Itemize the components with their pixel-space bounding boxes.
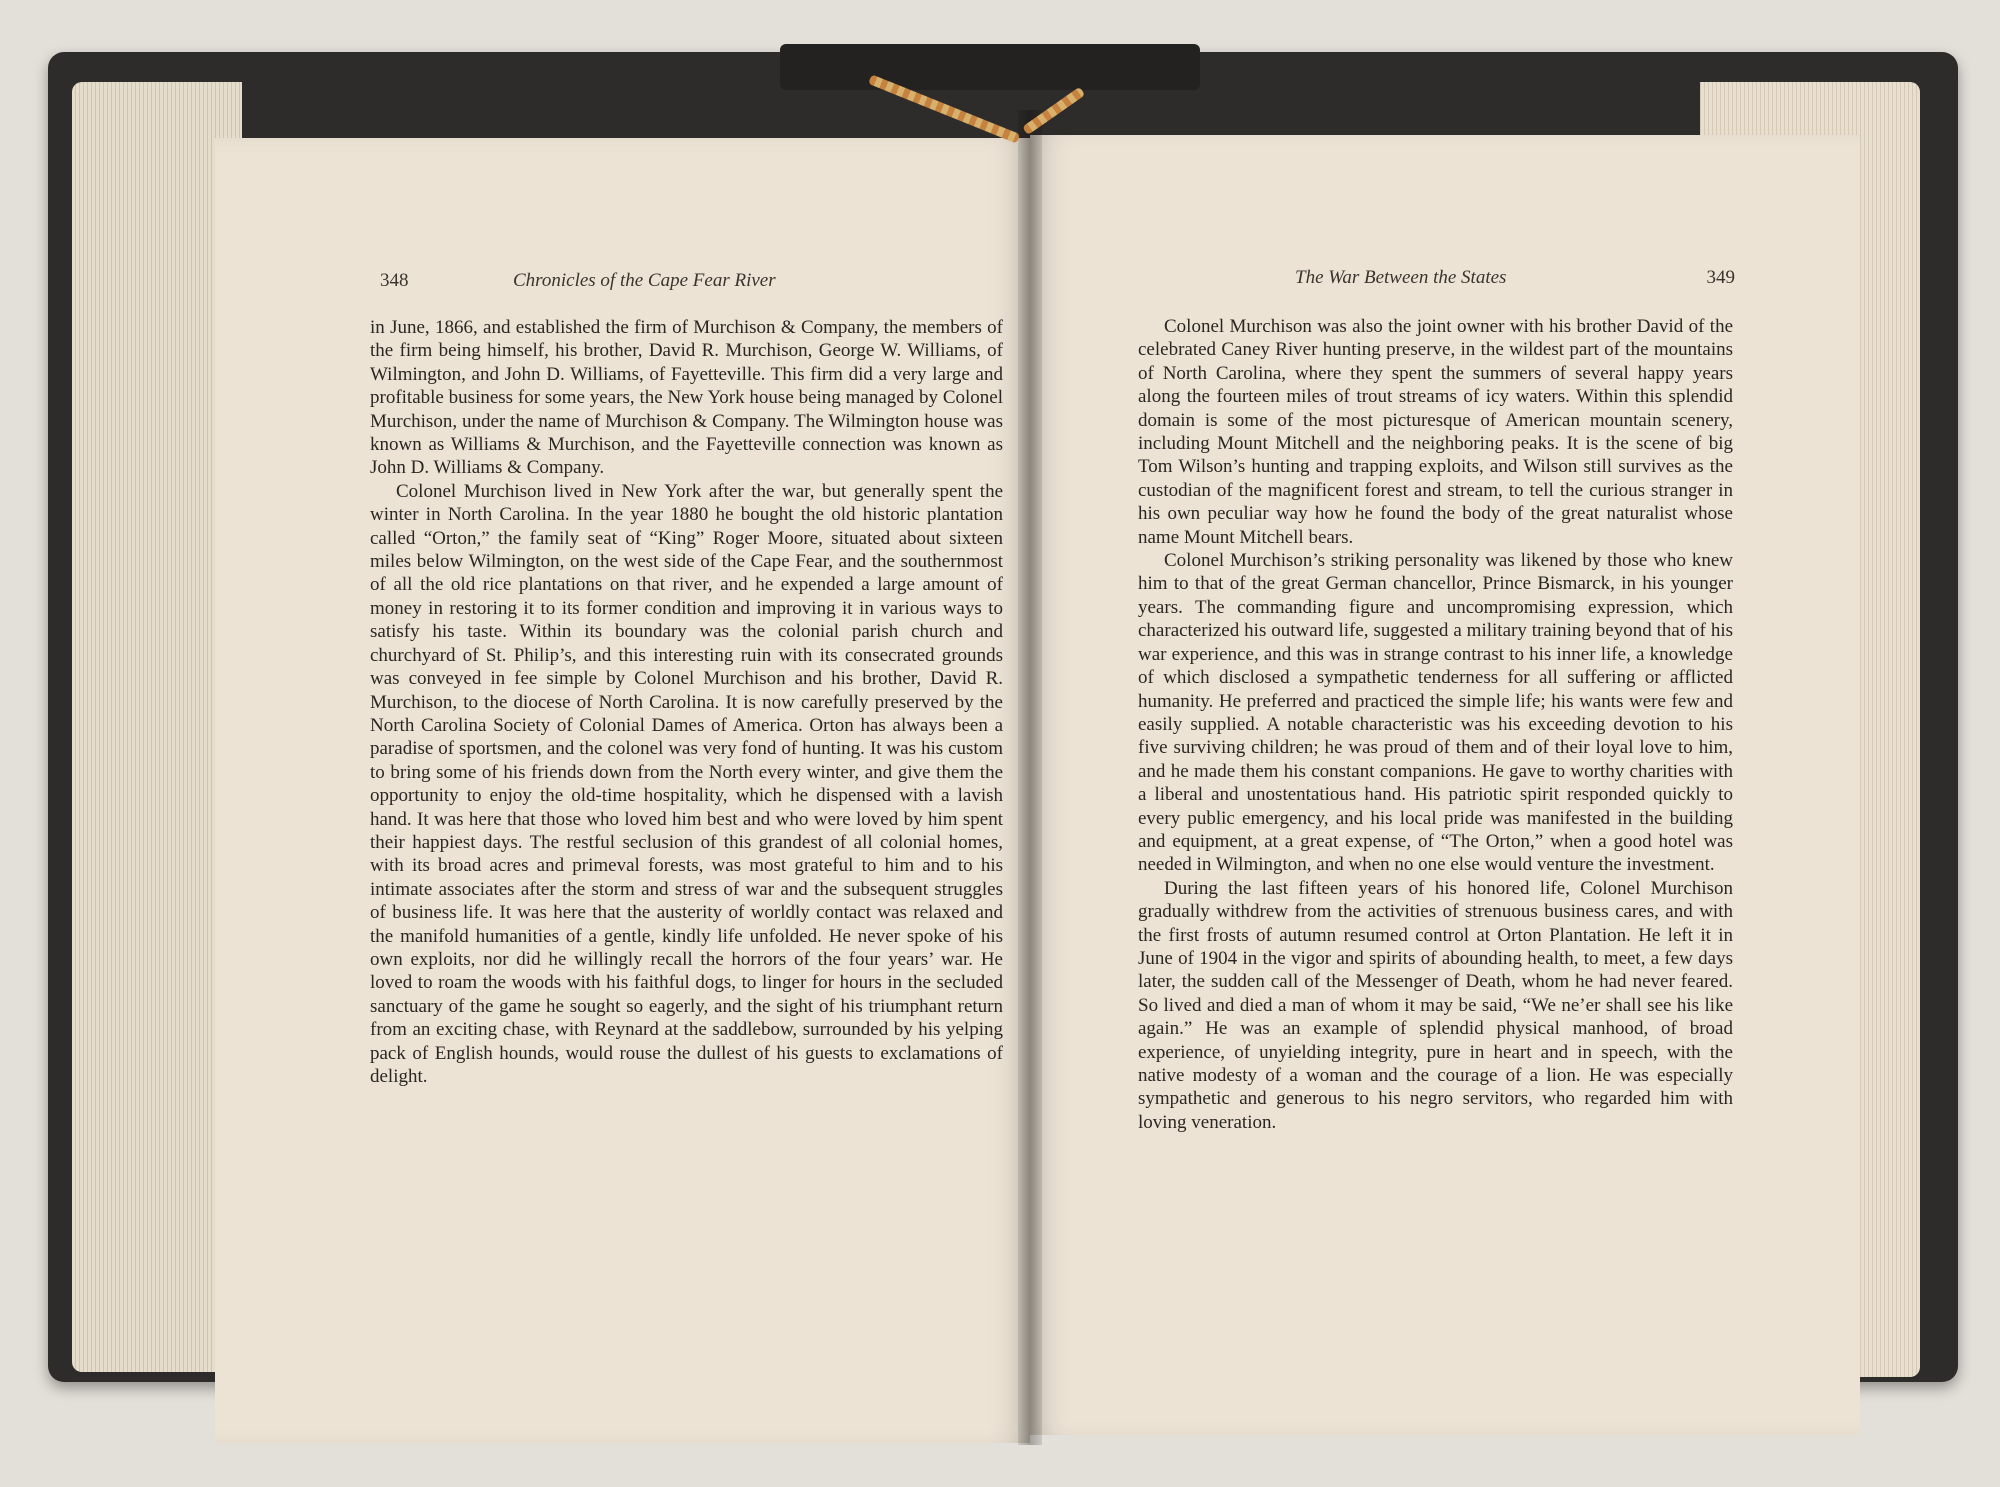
paragraph: in June, 1866, and established the firm of Murchison & Company, the members of the firm being himself, his brother, David R. Murchison, George W. Williams, of Wilmington, and John D. Williams, of Fayetteville. This firm did a very large and profitable business for some years, the New York house being managed by Colonel Murchison, under the name of Murchison & Company. The Wilmington house was known as Williams & Murchison, and the Fayetteville connection was known as John D. Williams & Company. (370, 317, 1003, 479)
right-running-head: The War Between the States (1295, 267, 1507, 288)
paragraph: During the last fifteen years of his honored life, Colonel Murchison gradually withdrew from the activities of strenuous business cares, and with the first frosts of autumn resumed control at Orton Plantation. He left it in June of 1904 in the vigor and spirits of abounding health, to meet, a few days later, the sudden call of the Messenger of Death, whom he had never feared. So lived and died a man of whom it may be said, “We ne’er shall see his like again.” He was an example of splendid physical manhood, of broad experience, of unyielding integrity, pure in heart and in speech, with the native modesty of a woman and the courage of a lion. He was especially sympathetic and generous to his negro servitors, who regarded him with loving veneration. (1138, 877, 1733, 1133)
right-page-text (1138, 315, 1733, 1134)
left-page-number: 348 (380, 270, 409, 291)
book-gutter (1018, 110, 1042, 1445)
right-page-number: 349 (1706, 267, 1735, 288)
paragraph: Colonel Murchison was also the joint owner with his brother David of the celebrated Caney River hunting preserve, in the wildest part of the mountains of North Carolina, where they spent the summers of several happy years along the fourteen miles of trout streams of icy waters. Within this splendid domain is some of the most picturesque of American mountain scenery, including Mount Mitchell and the neighboring peaks. It is the scene of big Tom Wilson’s hunting and trapping exploits, and Wilson still survives as the custodian of the magnificent forest and stream, to tell the curious stranger in his own peculiar way how he found the body of the great naturalist whose name Mount Mitchell bears. (1138, 316, 1733, 548)
left-page-text (370, 316, 1003, 1088)
left-running-head: Chronicles of the Cape Fear River (513, 270, 776, 291)
paragraph: Colonel Murchison’s striking personality was likened by those who knew him to that of the great German chancellor, Prince Bismarck, in his younger years. The commanding figure and uncompromising expression, which characterized his outward life, suggested a military training beyond that of his war experience, and this was in strange contrast to his inner life, a knowledge of which disclosed a sympathetic tenderness for all suffering or afflicted humanity. He preferred and practiced the simple life; his wants were few and easily supplied. A notable characteristic was his exceeding devotion to his five surviving children; he was proud of them and of their loyal love to him, and he made them his constant companions. He gave to worthy charities with a liberal and unostentatious hand. His patriotic spirit responded quickly to every public emergency, and his local pride was manifested in the building and equipment, at a great expense, of “The Orton,” when a good hotel was needed in Wilmington, and when no one else would venture the investment. (1138, 550, 1733, 876)
book-spine (780, 44, 1200, 90)
paragraph: Colonel Murchison lived in New York after the war, but generally spent the winter in North Carolina. In the year 1880 he bought the old historic plantation called “Orton,” the family seat of “King” Roger Moore, situated about sixteen miles below Wilmington, on the west side of the Cape Fear, and the southernmost of all the old rice plantations on that river, and he expended a large amount of money in restoring it to its former condition and improving it in various ways to satisfy his taste. Within its boundary was the colonial parish church and churchyard of St. Philip’s, and this interesting ruin with its consecrated grounds was conveyed in fee simple by Colonel Murchison and his brother, David R. Murchison, to the diocese of North Carolina. It is now carefully preserved by the North Carolina Society of Colonial Dames of America. Orton has always been a paradise of sportsmen, and the colonel was very fond of hunting. It was his custom to bring some of his friends down from the North every winter, and give them the opportunity to enjoy the old-time hospitality, which he dispensed with a lavish hand. It was here that those who loved him best and who were loved by him spent their happiest days. The restful seclusion of this grandest of all colonial homes, with its broad acres and primeval forests, was most grateful to him and to his intimate associates after the storm and stress of war and the subsequent struggles of business life. It was here that the austerity of worldly contact was relaxed and the manifold humanities of a gentle, kindly life unfolded. He never spoke of his own exploits, nor did he willingly recall the horrors of the four years’ war. He loved to roam the woods with his faithful dogs, to linger for hours in the secluded sanctuary of the game he sought so eagerly, and the sight of his triumphant return from an exciting chase, with Reynard at the saddlebow, surrounded by his yelping pack of English hounds, would rouse the dullest of his guests to exclamations of delight. (370, 480, 1003, 1087)
right-page (1030, 135, 1860, 1435)
left-page (215, 138, 1030, 1443)
